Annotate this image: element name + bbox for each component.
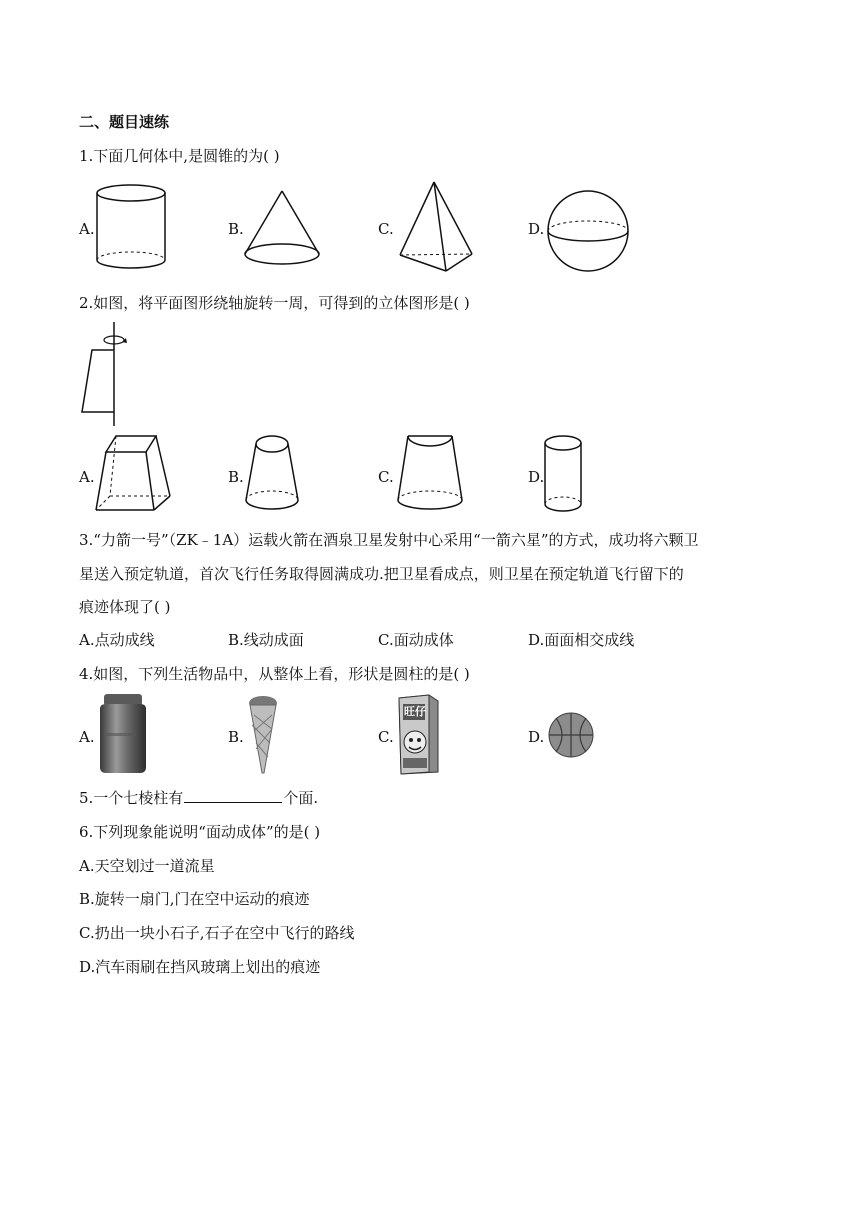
- q5-line: [79, 788, 318, 808]
- q3-line-1: 3.“力箭一号”（ZK﹣1A）运载火箭在酒泉卫星发射中心采用“一箭六星”的方式，成功将六颗卫: [79, 531, 699, 549]
- q4-option-d-label: D.: [528, 728, 545, 746]
- q3-option-b: B.线动成面: [228, 631, 304, 649]
- jar-icon: [98, 693, 148, 775]
- q4-stem: 4.如图，下列生活物品中，从整体上看，形状是圆柱的是( ): [79, 665, 470, 683]
- q6-option-a: A.天空划过一道流星: [79, 857, 215, 875]
- q3-option-a: A.点动成线: [79, 631, 155, 649]
- q1-stem: 1.下面几何体中,是圆锥的为( ): [79, 147, 280, 165]
- q6-option-c: C.扔出一块小石子,石子在空中飞行的路线: [79, 924, 355, 942]
- cylinder-icon: [96, 184, 166, 270]
- q4-option-a-label: A.: [79, 728, 95, 746]
- q1-option-c-label: C.: [378, 220, 394, 238]
- q2-option-c-label: C.: [378, 468, 394, 486]
- basketball-icon: [548, 712, 594, 758]
- q4-option-c-label: C.: [378, 728, 394, 746]
- ice-cream-cone-icon: [248, 695, 278, 775]
- frustum-prism-icon: [94, 434, 172, 512]
- q2-option-a-label: A.: [79, 468, 95, 486]
- q1-option-a-label: A.: [79, 220, 95, 238]
- q4-option-b-label: B.: [228, 728, 244, 746]
- sphere-icon: [546, 191, 630, 275]
- q5-text-after: 个面.: [283, 789, 319, 807]
- pyramid-icon: [398, 181, 474, 273]
- frustum-cone-wide-icon: [396, 432, 464, 514]
- frustum-cone-icon: [244, 434, 300, 514]
- section-title: 二、题目速练: [79, 113, 170, 131]
- q3-option-d: D.面面相交成线: [528, 631, 635, 649]
- cylinder-tall-icon: [543, 434, 583, 514]
- q6-option-d: D.汽车雨刷在挡风玻璃上划出的痕迹: [79, 958, 321, 976]
- q3-line-3: 痕迹体现了( ): [79, 598, 171, 616]
- q3-option-c: C.面动成体: [378, 631, 454, 649]
- q6-stem: 6.下列现象能说明“面动成体”的是( ): [79, 823, 321, 841]
- q5-text-before: 5.一个七棱柱有: [79, 789, 184, 807]
- q6-option-b: B.旋转一扇门,门在空中运动的痕迹: [79, 890, 310, 908]
- q5-answer-blank[interactable]: [184, 788, 282, 803]
- q2-option-d-label: D.: [528, 468, 545, 486]
- q1-option-d-label: D.: [528, 220, 545, 238]
- q1-option-b-label: B.: [228, 220, 244, 238]
- cone-icon: [244, 190, 320, 266]
- rotation-axis-figure: [80, 320, 130, 428]
- milk-box-brand-text: 旺仔: [404, 705, 426, 718]
- q2-option-b-label: B.: [228, 468, 244, 486]
- q3-line-2: 星送入预定轨道，首次飞行任务取得圆满成功.把卫星看成点，则卫星在预定轨道飞行留下的: [79, 565, 684, 583]
- q2-stem: 2.如图，将平面图形绕轴旋转一周，可得到的立体图形是( ): [79, 294, 470, 312]
